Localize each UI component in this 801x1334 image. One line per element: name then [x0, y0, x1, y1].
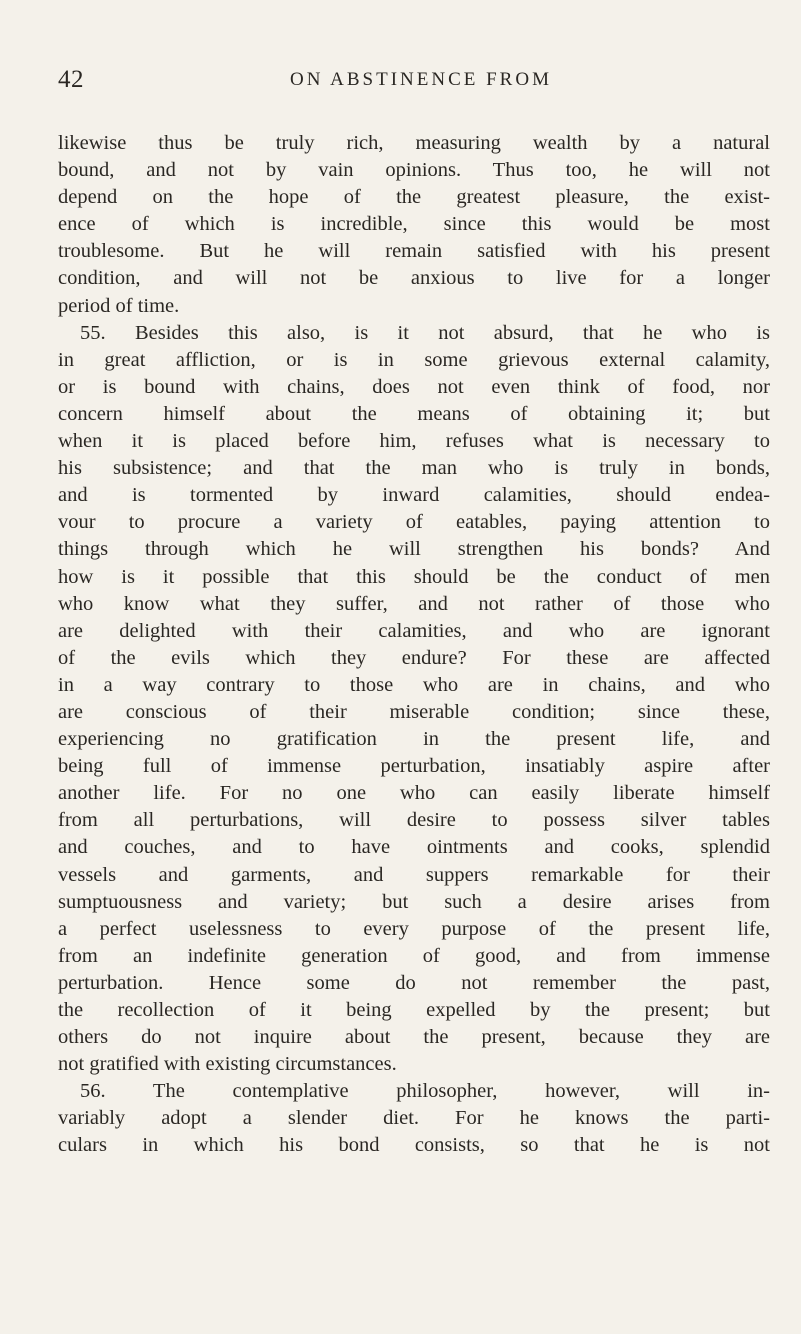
- text-line: not gratified with existing circumstances.: [58, 1053, 397, 1076]
- text-line: 55. Besides this also, is it not absurd, that he who is: [80, 321, 770, 344]
- text-line: things through which he will strengthen his bonds? And: [58, 538, 770, 561]
- text-line: and is tormented by inward calamities, should endea-: [58, 484, 770, 507]
- text-line: period of time.: [58, 294, 180, 317]
- page-number: 42: [58, 66, 84, 93]
- text-line: experiencing no gratification in the present life, and: [58, 728, 770, 751]
- text-line: of the evils which they endure? For these are affected: [58, 646, 770, 669]
- text-line: or is bound with chains, does not even think of food, nor: [58, 375, 770, 398]
- text-line: ence of which is incredible, since this would be most: [58, 213, 770, 236]
- page-header: [58, 66, 761, 96]
- text-line: likewise thus be truly rich, measuring wealth by a natural: [58, 132, 770, 154]
- text-line: the recollection of it being expelled by the present; but: [58, 999, 770, 1021]
- text-line: a perfect uselessness to every purpose of the present life,: [58, 917, 770, 940]
- text-line: culars in which his bond consists, so that he is not: [58, 1134, 770, 1157]
- running-head: ON ABSTINENCE FROM: [290, 69, 552, 90]
- text-line: and couches, and to have ointments and cooks, splendid: [58, 836, 770, 859]
- text-line: from an indefinite generation of good, and from immense: [58, 944, 770, 967]
- text-line: his subsistence; and that the man who is truly in bonds,: [58, 457, 770, 480]
- text-line: vessels and garments, and suppers remarkable for their: [58, 863, 770, 886]
- text-line: bound, and not by vain opinions. Thus too, he will not: [58, 159, 770, 182]
- text-line: in a way contrary to those who are in chains, and who: [58, 673, 770, 696]
- text-line: troublesome. But he will remain satisfied with his present: [58, 240, 770, 263]
- text-line: depend on the hope of the greatest pleasure, the exist-: [58, 186, 770, 209]
- body-text: [58, 130, 770, 1160]
- text-line: concern himself about the means of obtaining it; but: [58, 402, 770, 425]
- text-line: from all perturbations, will desire to possess silver tables: [58, 809, 770, 832]
- text-line: sumptuousness and variety; but such a desire arises from: [58, 890, 770, 913]
- text-line: vour to procure a variety of eatables, paying attention to: [58, 511, 770, 534]
- text-line: being full of immense perturbation, insatiably aspire after: [58, 755, 770, 778]
- text-line: variably adopt a slender diet. For he knows the parti-: [58, 1107, 770, 1130]
- text-line: 56. The contemplative philosopher, however, will in-: [80, 1080, 770, 1103]
- text-line: how is it possible that this should be the conduct of men: [58, 565, 770, 588]
- text-line: perturbation. Hence some do not remember the past,: [58, 971, 770, 994]
- text-line: are delighted with their calamities, and who are ignorant: [58, 619, 770, 642]
- text-line: another life. For no one who can easily liberate himself: [58, 782, 770, 805]
- text-line: when it is placed before him, refuses what is necessary to: [58, 430, 770, 453]
- text-line: who know what they suffer, and not rather of those who: [58, 592, 770, 615]
- text-line: in great affliction, or is in some grievous external calamity,: [58, 348, 770, 371]
- text-line: are conscious of their miserable condition; since these,: [58, 700, 770, 723]
- text-line: others do not inquire about the present, because they are: [58, 1026, 770, 1049]
- text-line: condition, and will not be anxious to live for a longer: [58, 267, 770, 290]
